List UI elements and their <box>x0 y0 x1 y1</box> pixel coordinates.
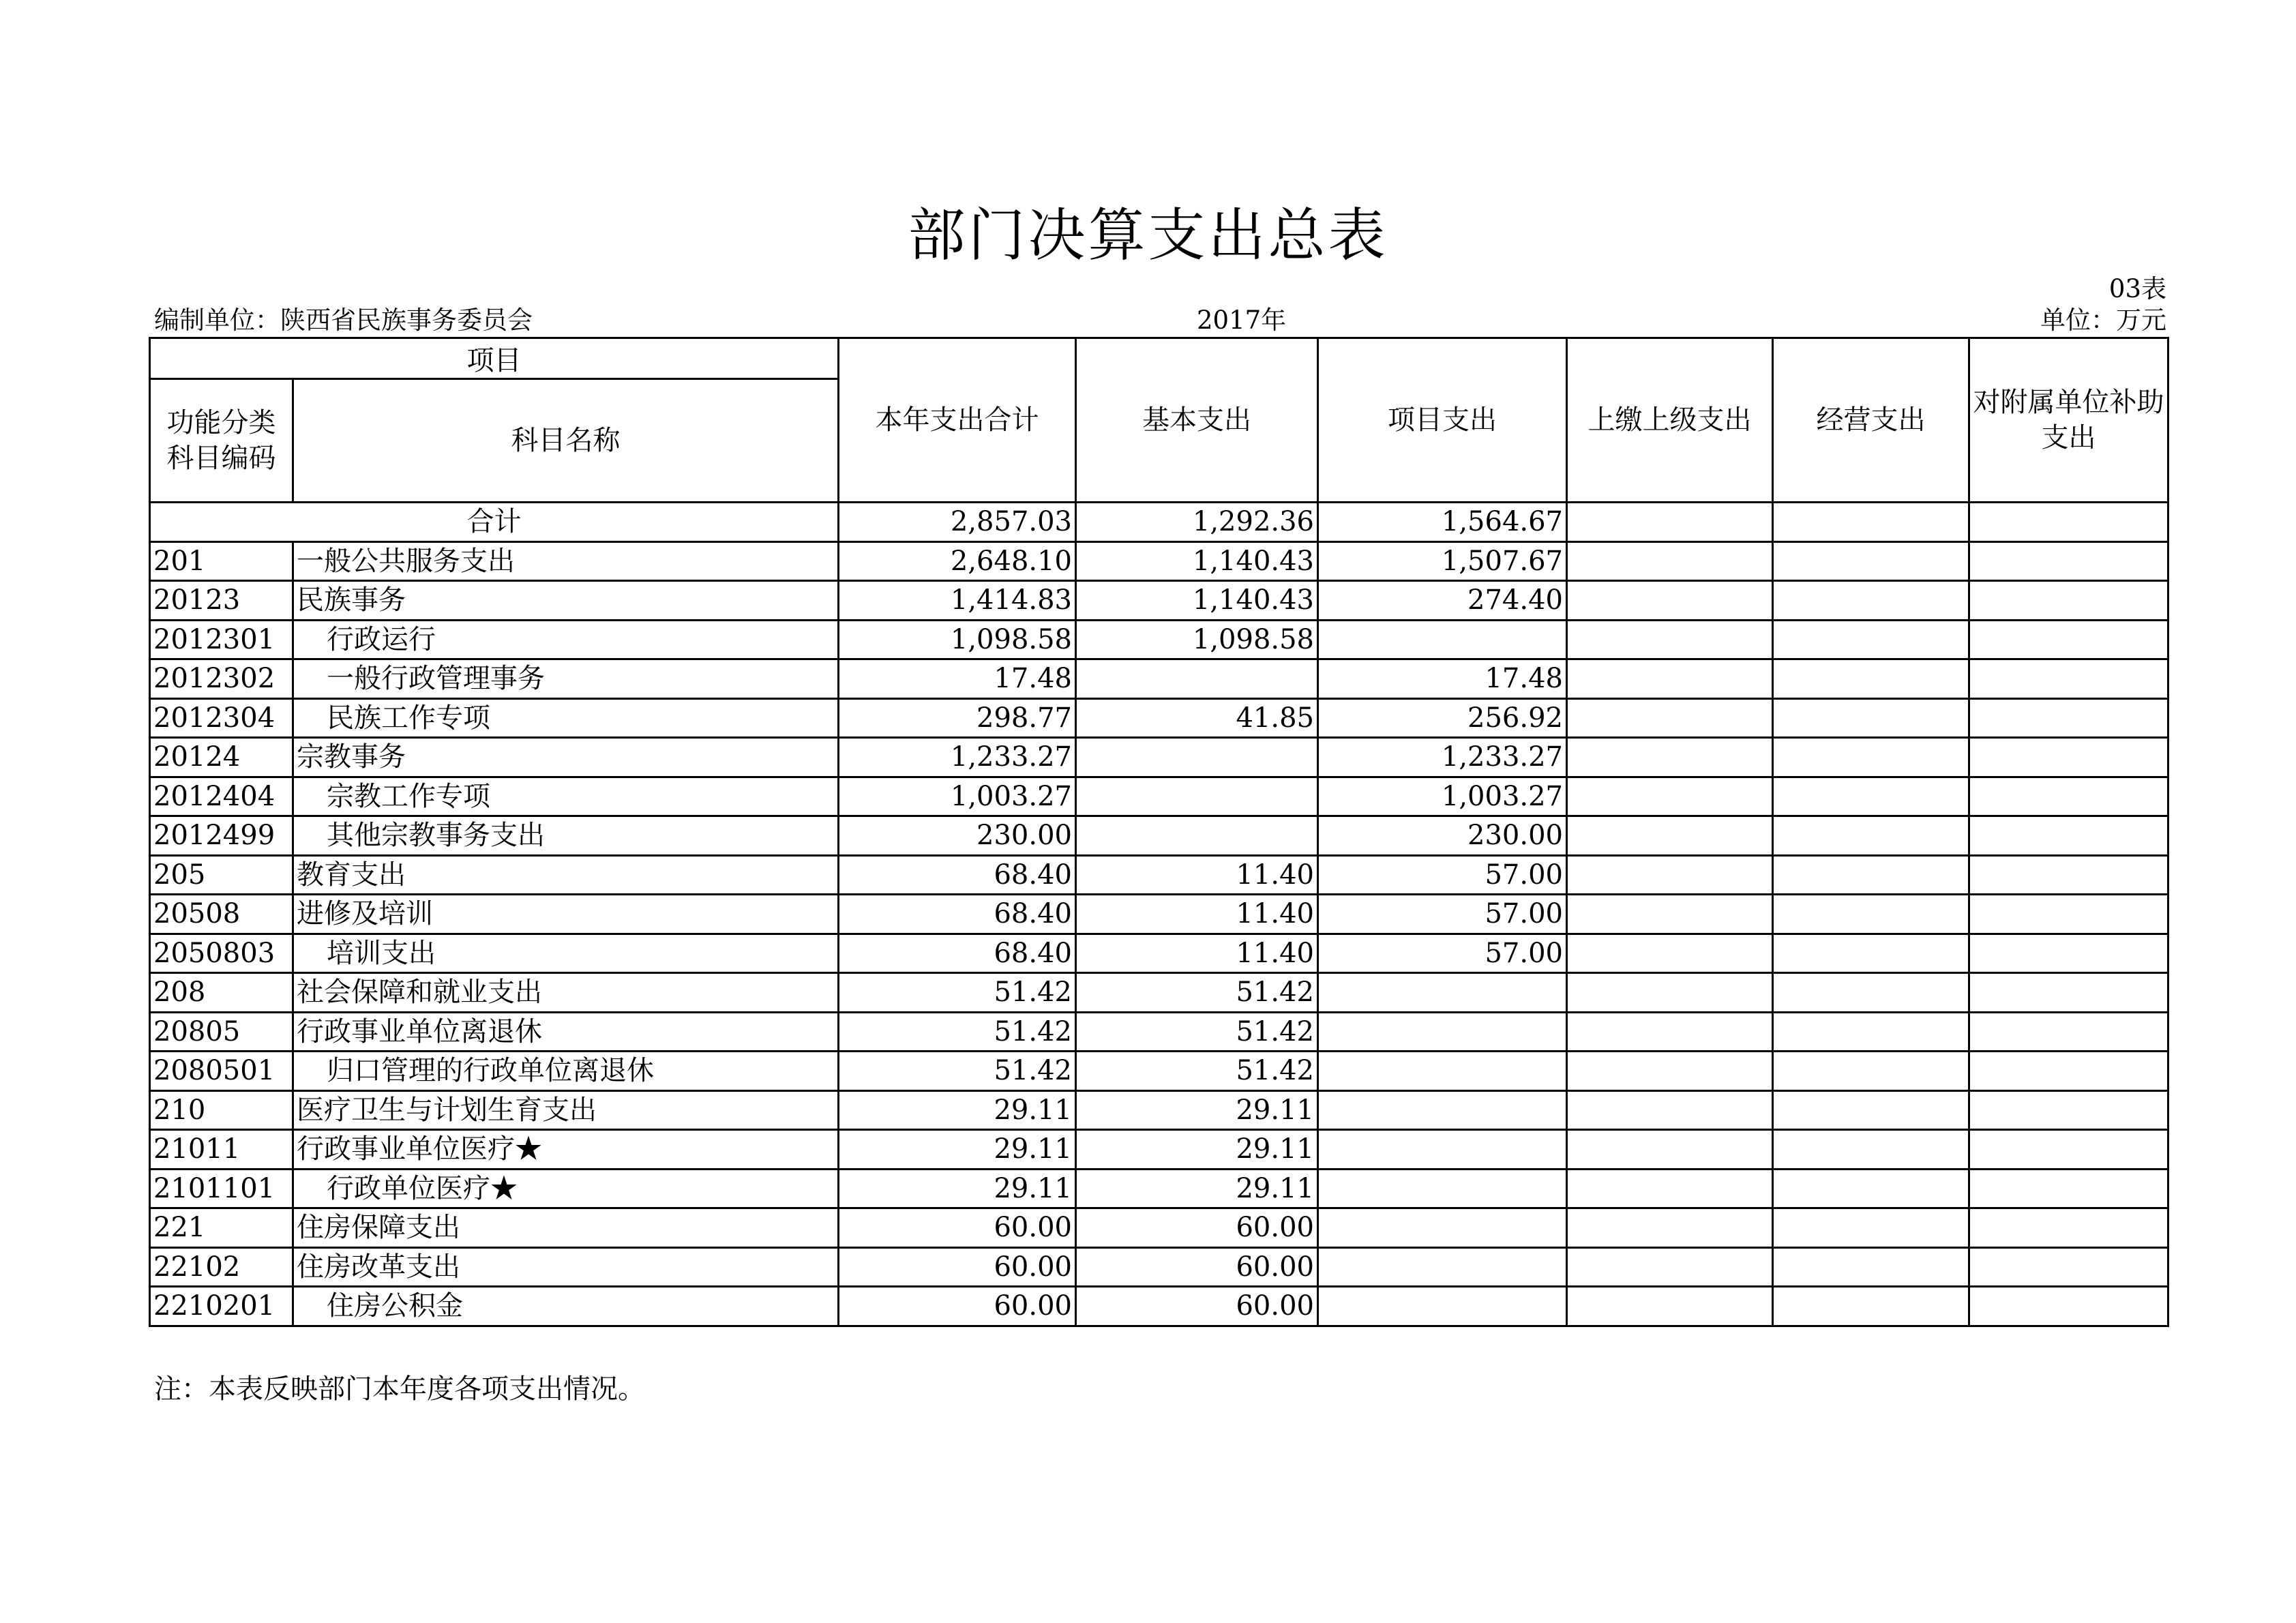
table-row <box>150 738 2168 777</box>
cell-code: 20124 <box>150 738 293 777</box>
total-cell-total: 2,857.03 <box>839 503 1076 542</box>
cell-basic <box>1076 816 1318 856</box>
cell-project <box>1318 1247 1567 1287</box>
cell-code: 210 <box>150 1090 293 1130</box>
cell-total: 68.40 <box>839 855 1076 895</box>
cell-subsidy <box>1969 620 2168 659</box>
cell-upper <box>1567 1287 1773 1326</box>
table-row <box>150 1052 2168 1091</box>
cell-subsidy <box>1969 1090 2168 1130</box>
cell-code: 2101101 <box>150 1169 293 1208</box>
cell-business <box>1773 1208 1969 1248</box>
cell-business <box>1773 1012 1969 1052</box>
table-row <box>150 816 2168 856</box>
cell-basic: 41.85 <box>1076 698 1318 738</box>
cell-code: 221 <box>150 1208 293 1248</box>
cell-project <box>1318 973 1567 1013</box>
cell-name: 宗教事务 <box>293 738 839 777</box>
cell-subsidy <box>1969 1247 2168 1287</box>
table-row <box>150 659 2168 699</box>
cell-project <box>1318 1208 1567 1248</box>
cell-basic: 51.42 <box>1076 973 1318 1013</box>
cell-upper <box>1567 973 1773 1013</box>
cell-upper <box>1567 1130 1773 1170</box>
cell-name: 住房改革支出 <box>293 1247 839 1287</box>
cell-total: 2,648.10 <box>839 541 1076 581</box>
cell-code: 2050803 <box>150 934 293 973</box>
cell-code: 2080501 <box>150 1052 293 1091</box>
cell-business <box>1773 620 1969 659</box>
cell-total: 68.40 <box>839 934 1076 973</box>
cell-business <box>1773 777 1969 816</box>
cell-subsidy <box>1969 738 2168 777</box>
table-row <box>150 1012 2168 1052</box>
cell-upper <box>1567 934 1773 973</box>
cell-name: 民族工作专项 <box>293 698 839 738</box>
cell-project: 57.00 <box>1318 895 1567 934</box>
table-row <box>150 895 2168 934</box>
cell-upper <box>1567 738 1773 777</box>
cell-subsidy <box>1969 934 2168 973</box>
cell-subsidy <box>1969 895 2168 934</box>
cell-upper <box>1567 777 1773 816</box>
cell-business <box>1773 1130 1969 1170</box>
cell-subsidy <box>1969 659 2168 699</box>
cell-name: 其他宗教事务支出 <box>293 816 839 856</box>
cell-project <box>1318 1130 1567 1170</box>
cell-basic: 51.42 <box>1076 1012 1318 1052</box>
cell-basic: 1,140.43 <box>1076 541 1318 581</box>
cell-basic: 60.00 <box>1076 1247 1318 1287</box>
cell-total: 60.00 <box>839 1287 1076 1326</box>
page-title: 部门决算支出总表 <box>908 202 1388 269</box>
table-row <box>150 581 2168 621</box>
cell-total: 1,233.27 <box>839 738 1076 777</box>
cell-subsidy <box>1969 1287 2168 1326</box>
cell-project <box>1318 1169 1567 1208</box>
cell-name: 宗教工作专项 <box>293 777 839 816</box>
cell-upper <box>1567 581 1773 621</box>
cell-basic: 29.11 <box>1076 1130 1318 1170</box>
cell-code: 20508 <box>150 895 293 934</box>
cell-name: 教育支出 <box>293 855 839 895</box>
cell-name: 行政事业单位医疗★ <box>293 1130 839 1170</box>
cell-total: 298.77 <box>839 698 1076 738</box>
cell-basic: 11.40 <box>1076 934 1318 973</box>
cell-business <box>1773 973 1969 1013</box>
cell-subsidy <box>1969 698 2168 738</box>
header-name: 科目名称 <box>293 379 839 503</box>
cell-code: 20123 <box>150 581 293 621</box>
header-project: 项目支出 <box>1318 338 1567 503</box>
total-label: 合计 <box>150 503 839 542</box>
table-row <box>150 1208 2168 1248</box>
total-cell-business <box>1773 503 1969 542</box>
cell-project: 274.40 <box>1318 581 1567 621</box>
cell-business <box>1773 895 1969 934</box>
cell-basic: 29.11 <box>1076 1090 1318 1130</box>
cell-total: 60.00 <box>839 1208 1076 1248</box>
cell-project: 17.48 <box>1318 659 1567 699</box>
cell-name: 一般行政管理事务 <box>293 659 839 699</box>
organization-label: 编制单位：陕西省民族事务委员会 <box>154 306 533 335</box>
cell-subsidy <box>1969 1012 2168 1052</box>
cell-basic: 11.40 <box>1076 895 1318 934</box>
table-row <box>150 855 2168 895</box>
cell-code: 21011 <box>150 1130 293 1170</box>
cell-code: 208 <box>150 973 293 1013</box>
cell-code: 2210201 <box>150 1287 293 1326</box>
header-business: 经营支出 <box>1773 338 1969 503</box>
cell-total: 1,414.83 <box>839 581 1076 621</box>
cell-upper <box>1567 1090 1773 1130</box>
cell-upper <box>1567 620 1773 659</box>
cell-business <box>1773 1247 1969 1287</box>
header-total: 本年支出合计 <box>839 338 1076 503</box>
cell-name: 一般公共服务支出 <box>293 541 839 581</box>
table-row <box>150 1169 2168 1208</box>
cell-name: 进修及培训 <box>293 895 839 934</box>
cell-business <box>1773 934 1969 973</box>
cell-project: 1,003.27 <box>1318 777 1567 816</box>
cell-basic: 60.00 <box>1076 1208 1318 1248</box>
header-item: 项目 <box>150 338 839 379</box>
cell-project <box>1318 1090 1567 1130</box>
table-number: 03表 <box>2108 274 2166 303</box>
table-row <box>150 1130 2168 1170</box>
cell-basic: 11.40 <box>1076 855 1318 895</box>
cell-name: 归口管理的行政单位离退休 <box>293 1052 839 1091</box>
cell-business <box>1773 659 1969 699</box>
cell-name: 培训支出 <box>293 934 839 973</box>
table-row <box>150 1090 2168 1130</box>
cell-subsidy <box>1969 1052 2168 1091</box>
cell-subsidy <box>1969 855 2168 895</box>
cell-basic: 1,098.58 <box>1076 620 1318 659</box>
cell-business <box>1773 698 1969 738</box>
cell-code: 20805 <box>150 1012 293 1052</box>
cell-upper <box>1567 1247 1773 1287</box>
cell-basic <box>1076 777 1318 816</box>
total-row <box>150 503 2168 542</box>
cell-basic: 60.00 <box>1076 1287 1318 1326</box>
cell-upper <box>1567 1208 1773 1248</box>
cell-total: 60.00 <box>839 1247 1076 1287</box>
cell-name: 住房保障支出 <box>293 1208 839 1248</box>
cell-total: 51.42 <box>839 1052 1076 1091</box>
cell-basic: 29.11 <box>1076 1169 1318 1208</box>
cell-total: 1,003.27 <box>839 777 1076 816</box>
cell-business <box>1773 1287 1969 1326</box>
table-row <box>150 541 2168 581</box>
cell-upper <box>1567 698 1773 738</box>
cell-project <box>1318 1012 1567 1052</box>
table-row <box>150 973 2168 1013</box>
cell-business <box>1773 541 1969 581</box>
cell-basic <box>1076 659 1318 699</box>
cell-total: 230.00 <box>839 816 1076 856</box>
cell-subsidy <box>1969 777 2168 816</box>
cell-project: 57.00 <box>1318 855 1567 895</box>
cell-total: 29.11 <box>839 1169 1076 1208</box>
cell-name: 社会保障和就业支出 <box>293 973 839 1013</box>
cell-project <box>1318 1052 1567 1091</box>
cell-business <box>1773 1169 1969 1208</box>
header-upper: 上缴上级支出 <box>1567 338 1773 503</box>
cell-project: 1,507.67 <box>1318 541 1567 581</box>
cell-name: 医疗卫生与计划生育支出 <box>293 1090 839 1130</box>
cell-code: 2012301 <box>150 620 293 659</box>
cell-subsidy <box>1969 1169 2168 1208</box>
cell-business <box>1773 855 1969 895</box>
cell-upper <box>1567 541 1773 581</box>
cell-project <box>1318 620 1567 659</box>
cell-business <box>1773 581 1969 621</box>
cell-subsidy <box>1969 581 2168 621</box>
table-row <box>150 777 2168 816</box>
header-basic: 基本支出 <box>1076 338 1318 503</box>
cell-project: 57.00 <box>1318 934 1567 973</box>
cell-project: 1,233.27 <box>1318 738 1567 777</box>
cell-project <box>1318 1287 1567 1326</box>
cell-subsidy <box>1969 541 2168 581</box>
table-row <box>150 698 2168 738</box>
cell-name: 行政单位医疗★ <box>293 1169 839 1208</box>
cell-upper <box>1567 1012 1773 1052</box>
total-cell-project: 1,564.67 <box>1318 503 1567 542</box>
cell-subsidy <box>1969 816 2168 856</box>
total-cell-basic: 1,292.36 <box>1076 503 1318 542</box>
cell-subsidy <box>1969 1208 2168 1248</box>
cell-total: 51.42 <box>839 973 1076 1013</box>
cell-upper <box>1567 895 1773 934</box>
cell-basic: 51.42 <box>1076 1052 1318 1091</box>
cell-name: 住房公积金 <box>293 1287 839 1326</box>
expenditure-table <box>149 337 2169 1327</box>
table-row <box>150 1247 2168 1287</box>
cell-business <box>1773 1090 1969 1130</box>
cell-basic: 1,140.43 <box>1076 581 1318 621</box>
cell-business <box>1773 738 1969 777</box>
cell-basic <box>1076 738 1318 777</box>
cell-code: 2012499 <box>150 816 293 856</box>
cell-name: 民族事务 <box>293 581 839 621</box>
total-cell-upper <box>1567 503 1773 542</box>
cell-business <box>1773 816 1969 856</box>
cell-code: 22102 <box>150 1247 293 1287</box>
header-code: 功能分类科目编码 <box>150 379 293 503</box>
year-label: 2017年 <box>1197 306 1287 335</box>
cell-business <box>1773 1052 1969 1091</box>
header-subsidy: 对附属单位补助支出 <box>1969 338 2168 503</box>
cell-project: 256.92 <box>1318 698 1567 738</box>
table-row <box>150 1287 2168 1326</box>
cell-code: 2012404 <box>150 777 293 816</box>
cell-total: 17.48 <box>839 659 1076 699</box>
cell-name: 行政运行 <box>293 620 839 659</box>
cell-upper <box>1567 659 1773 699</box>
footnote: 注：本表反映部门本年度各项支出情况。 <box>154 1373 645 1405</box>
unit-label: 单位：万元 <box>2040 306 2166 335</box>
table-row <box>150 620 2168 659</box>
cell-upper <box>1567 1052 1773 1091</box>
cell-subsidy <box>1969 973 2168 1013</box>
cell-upper <box>1567 855 1773 895</box>
cell-total: 68.40 <box>839 895 1076 934</box>
total-cell-subsidy <box>1969 503 2168 542</box>
cell-subsidy <box>1969 1130 2168 1170</box>
cell-project: 230.00 <box>1318 816 1567 856</box>
cell-code: 2012302 <box>150 659 293 699</box>
cell-name: 行政事业单位离退休 <box>293 1012 839 1052</box>
cell-total: 29.11 <box>839 1090 1076 1130</box>
table-row <box>150 934 2168 973</box>
cell-upper <box>1567 816 1773 856</box>
cell-code: 205 <box>150 855 293 895</box>
cell-code: 2012304 <box>150 698 293 738</box>
cell-total: 51.42 <box>839 1012 1076 1052</box>
cell-total: 29.11 <box>839 1130 1076 1170</box>
cell-total: 1,098.58 <box>839 620 1076 659</box>
cell-code: 201 <box>150 541 293 581</box>
cell-upper <box>1567 1169 1773 1208</box>
